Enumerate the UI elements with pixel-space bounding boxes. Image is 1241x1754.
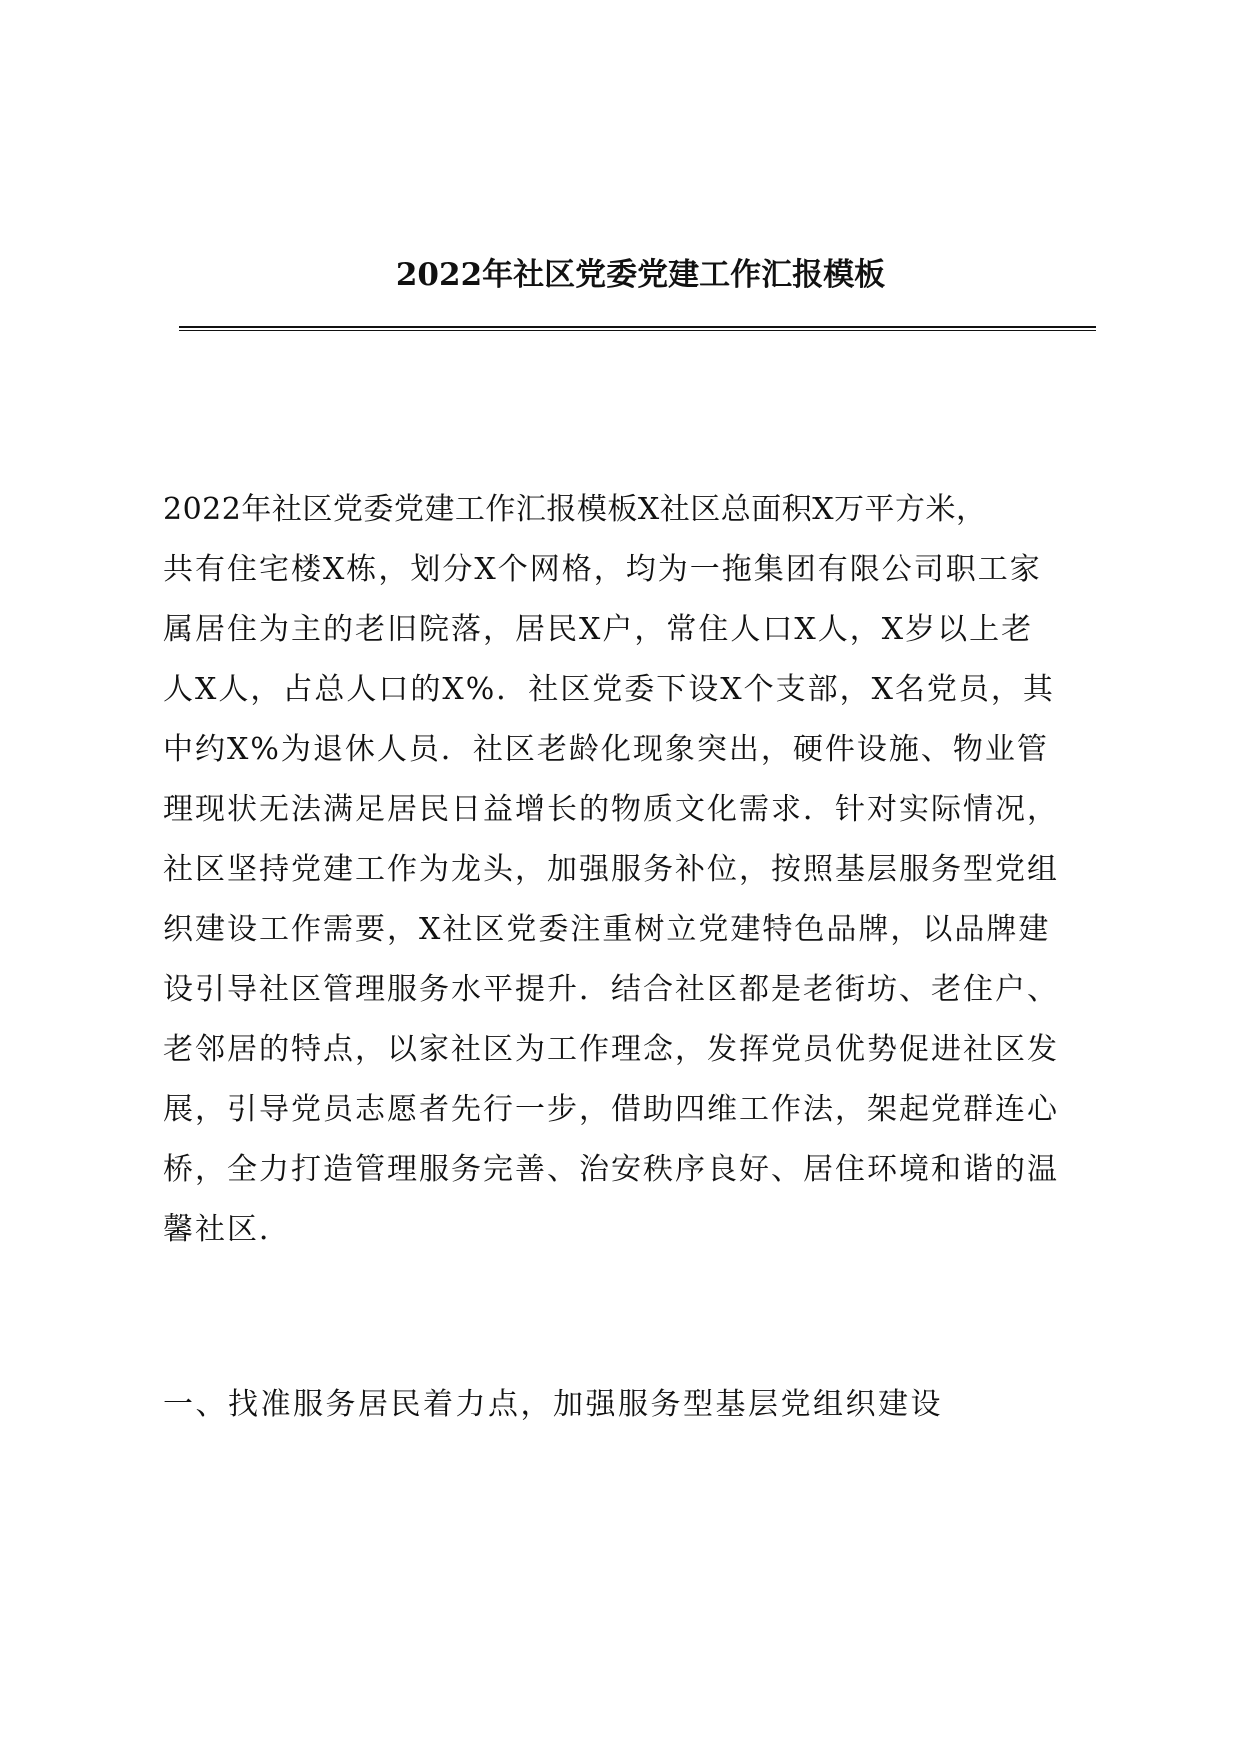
paragraph-line: 老邻居的特点，以家社区为工作理念，发挥党员优势促进社区发 [163, 1032, 1059, 1067]
paragraph-line: 设引导社区管理服务水平提升．结合社区都是老街坊、老住户、 [163, 972, 1059, 1007]
body-paragraph [163, 480, 1095, 1260]
paragraph-line: 桥，全力打造管理服务完善、治安秩序良好、居住环境和谐的温 [163, 1152, 1059, 1187]
section-heading: 一、找准服务居民着力点，加强服务型基层党组织建设 [163, 1387, 943, 1422]
title-double-rule [179, 326, 1096, 331]
paragraph-line: 织建设工作需要，X社区党委注重树立党建特色品牌，以品牌建 [163, 912, 1051, 947]
paragraph-line: 展，引导党员志愿者先行一步，借助四维工作法，架起党群连心 [163, 1092, 1059, 1127]
document-title: 2022年社区党委党建工作汇报模板 [395, 257, 886, 293]
paragraph-line: 社区坚持党建工作为龙头，加强服务补位，按照基层服务型党组 [163, 852, 1059, 887]
paragraph-line: 2022年社区党委党建工作汇报模板X社区总面积X万平方米， [163, 492, 987, 527]
paragraph-line: 馨社区． [163, 1212, 291, 1247]
paragraph-line: 人X人，占总人口的X%．社区党委下设X个支部，X名党员，其 [163, 672, 1055, 707]
paragraph-line: 属居住为主的老旧院落，居民X户，常住人口X人，X岁以上老 [163, 612, 1034, 647]
paragraph-line: 中约X%为退休人员．社区老龄化现象突出，硬件设施、物业管 [163, 732, 1049, 767]
paragraph-line: 理现状无法满足居民日益增长的物质文化需求．针对实际情况， [163, 792, 1059, 827]
paragraph-line: 共有住宅楼X栋，划分X个网格，均为一拖集团有限公司职工家 [163, 552, 1042, 587]
